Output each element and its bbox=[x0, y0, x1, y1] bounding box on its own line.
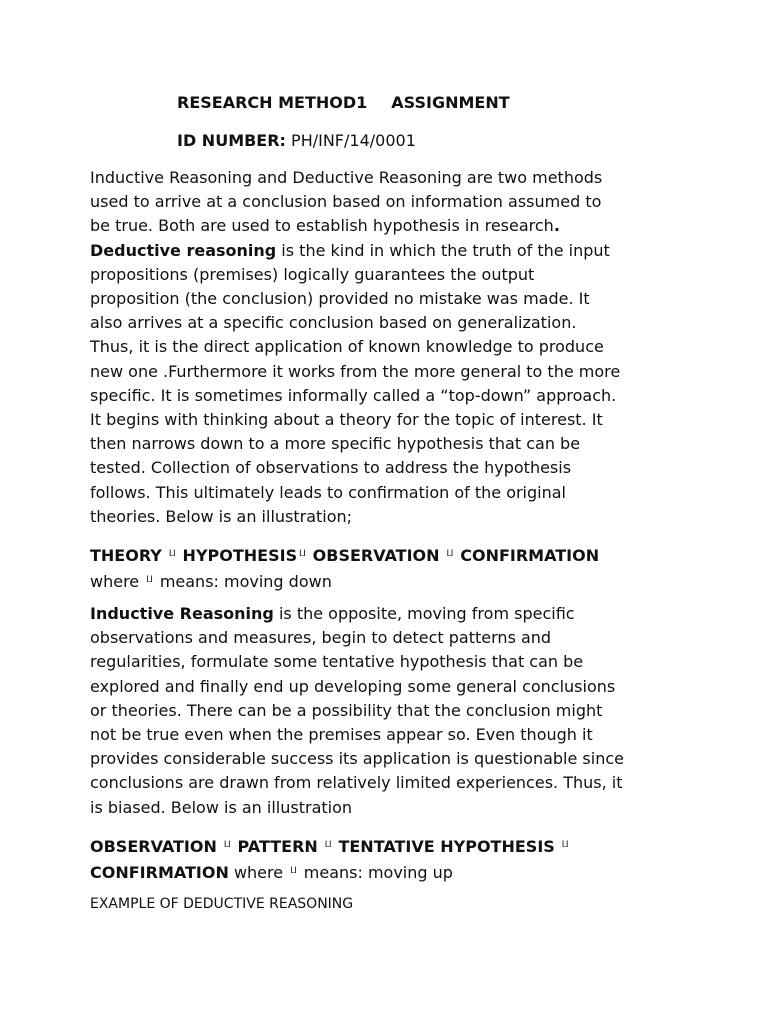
text-line: then narrows down to a more specific hypothesis that can be bbox=[90, 434, 581, 454]
text-run-bold: . bbox=[553, 216, 560, 236]
flow-step-hypothesis: HYPOTHESIS bbox=[182, 546, 298, 565]
down-arrow-icon: ⨿ bbox=[168, 549, 176, 559]
text-line: provides considerable success its application is questionable since bbox=[90, 749, 624, 769]
flow-step-tentative-hypothesis: TENTATIVE HYPOTHESIS bbox=[338, 837, 555, 856]
id-number-line bbox=[177, 131, 416, 150]
document-title bbox=[177, 93, 510, 112]
down-arrow-icon: ⨿ bbox=[446, 549, 454, 559]
text-line: Inductive Reasoning and Deductive Reasoning are two methods bbox=[90, 168, 603, 187]
text-line: theories. Below is an illustration; bbox=[90, 506, 353, 526]
paragraph-deductive bbox=[90, 166, 690, 529]
text-line: proposition (the conclusion) provided no mistake was made. It bbox=[90, 289, 590, 309]
flow-step-confirmation: CONFIRMATION bbox=[90, 863, 229, 883]
text-run: be true. Both are used to establish hypothesis in research bbox=[90, 216, 554, 236]
example-heading: EXAMPLE OF DEDUCTIVE REASONING bbox=[90, 896, 354, 912]
inductive-flow-illustration bbox=[90, 833, 690, 885]
text-line: used to arrive at a conclusion based on information assumed to bbox=[90, 192, 602, 212]
legend-where: where bbox=[90, 572, 140, 592]
deductive-flow-illustration bbox=[90, 542, 690, 594]
id-number-label: ID NUMBER: bbox=[177, 131, 286, 150]
text-line: also arrives at a specific conclusion based on generalization. bbox=[90, 313, 577, 333]
flow-step-confirmation: CONFIRMATION bbox=[460, 546, 600, 565]
up-arrow-icon: ⨿ bbox=[561, 840, 569, 850]
text-line: propositions (premises) logically guarantees the output bbox=[90, 264, 535, 284]
term-deductive-reasoning: Deductive reasoning bbox=[90, 240, 277, 260]
text-line: or theories. There can be a possibility that the conclusion might bbox=[90, 700, 603, 720]
paragraph-inductive bbox=[90, 602, 690, 820]
text-line: specific. It is sometimes informally called a “top-down” approach. bbox=[90, 385, 617, 405]
legend-where: where bbox=[233, 863, 284, 883]
down-arrow-icon: ⨿ bbox=[299, 549, 306, 559]
text-line: explored and finally end up developing some general conclusions bbox=[90, 676, 616, 696]
flow-line bbox=[90, 542, 690, 568]
text-line: not be true even when the premises appear so. Even though it bbox=[90, 725, 593, 745]
text-line: conclusions are drawn from relatively limited experiences. Thus, it bbox=[90, 773, 623, 793]
flow-legend bbox=[90, 568, 690, 594]
text-line bbox=[90, 602, 690, 626]
text-line: follows. This ultimately leads to confirmation of the original bbox=[90, 482, 566, 502]
text-line: Thus, it is the direct application of known knowledge to produce bbox=[90, 337, 604, 357]
text-line: observations and measures, begin to detect patterns and bbox=[90, 628, 552, 648]
text-line: regularities, formulate some tentative hypothesis that can be bbox=[90, 652, 584, 672]
up-arrow-icon: ⨿ bbox=[290, 866, 297, 877]
up-arrow-icon: ⨿ bbox=[324, 840, 332, 850]
legend-meaning: means: moving down bbox=[159, 572, 332, 592]
flow-step-observation: OBSERVATION bbox=[90, 837, 217, 856]
text-line: is biased. Below is an illustration bbox=[90, 797, 353, 817]
text-line: tested. Collection of observations to address the hypothesis bbox=[90, 458, 572, 478]
text-run: is the opposite, moving from specific bbox=[273, 604, 575, 623]
flow-step-observation: OBSERVATION bbox=[312, 546, 440, 565]
title-course: RESEARCH METHOD1 bbox=[177, 93, 368, 112]
term-inductive-reasoning: Inductive Reasoning bbox=[90, 604, 274, 623]
title-assignment: ASSIGNMENT bbox=[391, 93, 510, 112]
flow-line bbox=[90, 859, 690, 885]
up-arrow-icon: ⨿ bbox=[223, 840, 231, 850]
flow-line bbox=[90, 833, 690, 859]
flow-step-theory: THEORY bbox=[90, 546, 162, 565]
legend-meaning: means: moving up bbox=[303, 863, 453, 883]
text-line: It begins with thinking about a theory for the topic of interest. It bbox=[90, 410, 603, 430]
text-line: new one .Furthermore it works from the more general to the more bbox=[90, 361, 621, 381]
text-line bbox=[90, 239, 690, 263]
flow-step-pattern: PATTERN bbox=[237, 837, 318, 856]
id-number-value: PH/INF/14/0001 bbox=[291, 131, 416, 150]
text-line bbox=[90, 214, 690, 238]
down-arrow-icon: ⨿ bbox=[146, 575, 153, 586]
text-run: is the kind in which the truth of the input bbox=[276, 240, 610, 260]
